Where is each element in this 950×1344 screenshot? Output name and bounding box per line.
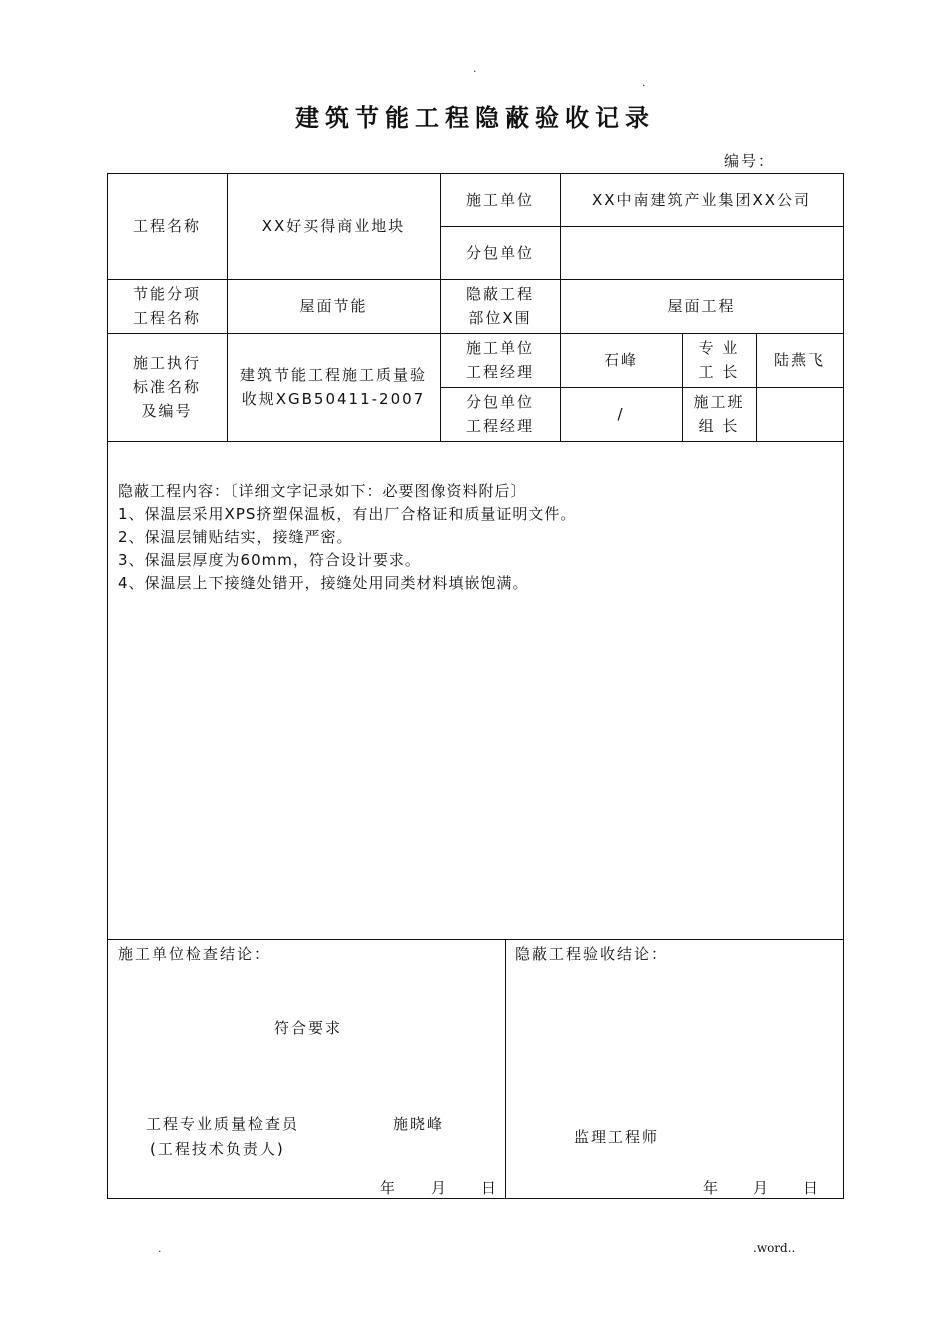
project-name-value: XX好买得商业地块 xyxy=(261,217,406,235)
content-item: 1、保温层采用XPS挤塑保温板，有出厂合格证和质量证明文件。 xyxy=(118,505,577,523)
date-month: 月 xyxy=(431,1179,449,1197)
construction-unit-label: 施工单位 xyxy=(465,190,534,209)
subcontract-pm-value: / xyxy=(617,405,625,423)
inspector-sub-label: (工程技术负责人) xyxy=(150,1140,285,1158)
content-heading: 隐蔽工程内容：〔详细文字记录如下：必要图像资料附后〕 xyxy=(118,482,527,500)
construction-pm-value: 石峰 xyxy=(603,351,638,369)
table-rule xyxy=(505,939,506,1198)
date-year: 年 xyxy=(703,1179,721,1197)
team-leader-value xyxy=(756,387,843,441)
construction-unit-value: XX中南建筑产业集团XX公司 xyxy=(591,190,812,209)
hidden-scope-label: 隐蔽工程 部位X围 xyxy=(465,285,534,327)
header-dot: . xyxy=(642,76,646,89)
content-item: 3、保温层厚度为60mm，符合设计要求。 xyxy=(118,551,421,569)
subcontract-unit-value xyxy=(560,226,843,279)
project-name-label: 工程名称 xyxy=(132,217,201,235)
header-dot: . xyxy=(473,62,477,75)
serial-number-label: 编号： xyxy=(724,152,776,170)
construction-check-title: 施工单位检查结论： xyxy=(118,945,272,963)
footer-dot: . xyxy=(158,1242,162,1255)
subitem-name-label: 节能分项 工程名称 xyxy=(132,285,201,327)
inspector-name: 施晓峰 xyxy=(393,1115,445,1133)
construction-check-result: 符合要求 xyxy=(274,1019,343,1037)
date-month: 月 xyxy=(753,1179,771,1197)
supervisor-label: 监理工程师 xyxy=(574,1128,660,1146)
date-day: 日 xyxy=(803,1179,821,1197)
subcontract-pm-label: 分包单位 工程经理 xyxy=(465,393,534,435)
footer-word-mark: .word.. xyxy=(753,1241,796,1255)
subitem-name-value: 屋面节能 xyxy=(299,297,368,315)
table-rule xyxy=(107,441,844,442)
date-day: 日 xyxy=(481,1179,499,1197)
table-border-right xyxy=(843,173,844,1198)
date-year: 年 xyxy=(380,1179,398,1197)
content-item: 2、保温层铺贴结实，接缝严密。 xyxy=(118,528,353,546)
foreman-value: 陆燕飞 xyxy=(773,351,825,369)
table-border-bottom xyxy=(107,1198,844,1199)
page-title: 建筑节能工程隐蔽验收记录 xyxy=(295,104,655,132)
acceptance-conclusion-title: 隐蔽工程验收结论： xyxy=(515,945,669,963)
table-rule xyxy=(107,939,844,940)
foreman-label: 专 业 工 长 xyxy=(698,339,740,381)
subcontract-unit-label: 分包单位 xyxy=(465,243,534,262)
hidden-work-content xyxy=(118,480,818,595)
inspector-label: 工程专业质量检查员 xyxy=(146,1115,300,1133)
content-item: 4、保温层上下接缝处错开，接缝处用同类材料填嵌饱满。 xyxy=(118,574,529,592)
hidden-scope-value: 屋面工程 xyxy=(667,297,736,315)
team-leader-label: 施工班 组 长 xyxy=(693,393,745,435)
construction-pm-label: 施工单位 工程经理 xyxy=(465,339,534,381)
standard-label: 施工执行 标准名称 及编号 xyxy=(132,354,201,420)
standard-value: 建筑节能工程施工质量验 收规XGB50411-2007 xyxy=(239,366,427,408)
